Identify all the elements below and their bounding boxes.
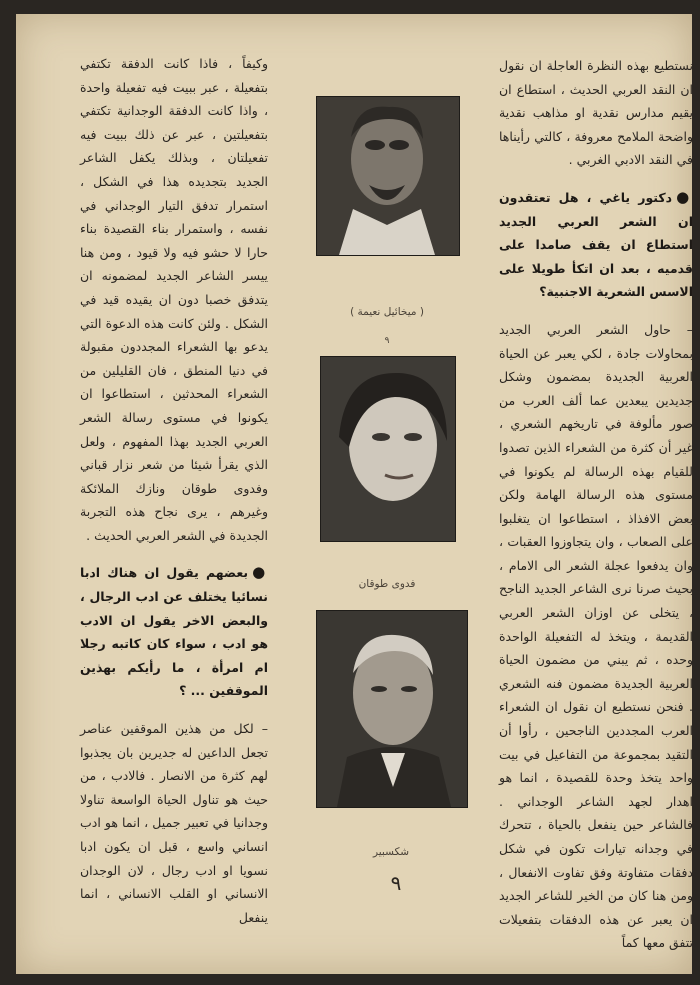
bullet-icon: ● [252,563,268,582]
question-2: ●بعضهم يقول ان هناك ادبا نسائيا يختلف عن ادب الرجال ، والبعض الاخر يقول ان الادب هو ادب ، سواء كان كاتبه رجلا ام امرأة ، ما رأيكم بهذين الموقفين ... ؟ [80,563,268,699]
shakespeare-portrait-image [317,97,459,255]
photo-fadwa-tuqan-portrait [320,356,456,542]
answer-2: – لكل من هذين الموقفين عناصر تجعل الداعين له جديرين بان يجذبوا لهم كثرة من الانصار . فالادب ، من حيث هو تناول الحياة الواسعة تناولا وجدانيا في تعبير جميل ، انما هو ادب انساني واسع ، قبل ان يكون ادبا نسويا او ادب رجال ، لان الوجدان الانساني او القلب الانساني ، انما ينفعل [80,721,268,925]
mikhail-naimy-portrait-image [317,611,467,807]
right-column [499,54,693,955]
caption-photo-2: فدوى طوقان [358,578,416,590]
intro-paragraph: نستطيع بهذه النظرة العاجلة ان نقول ان النقد العربي الحديث ، استطاع ان يقيم مدارس نقدية او مذاهب نقدية واضحة الملامح معروفة ، كالتي رأيناها في النقد الادبي الغربي . [499,58,693,168]
photo-mikhail-naimy-portrait [316,610,468,808]
caption-numeral: ٩ [384,336,390,346]
bullet-icon: ● [676,187,693,206]
continued-paragraph: وكيفاً ، فاذا كانت الدفقة تكتفي بتفعيلة ، عبر ببيت فيه تفعيلة واحدة ، واذا كانت الدفقة الوجدانية تكتفي بتفعيلتين ، عبر عن ذلك ببيت فيه تفعيلتان ، وبذلك يكفل الشاعر الجديد بتجديده هذا في الشكل ، استمرار تدفق التيار الوجداني في نفسه ، واستمرار بناء القصيدة بناء حارا لا حشو فيه ولا قيود ، ومن هنا ييسر الشاعر الجديد لمضمونه ان يتدفق خصبا دون ان يقيده قيد في الشكل . ولئن كانت هذه الدعوة التي يدعو بها الشعراء المجددون مقبولة في دنيا المنطق ، فان القليلين من الشعراء المحدثين ، استطاعوا ان يكونوا في مستوى رسالة الشعر العربي الجديد بهذا المفهوم ، ولعل الذي يقرأ شيئا من شعر نزار قباني وفدوى طوقان ونازك الملائكة وغيرهم ، يرى نجاح هذه التجربة الجديدة في الشعر العربي الحديث . [80,56,268,543]
magazine-page [16,14,692,974]
photo-shakespeare-portrait [316,96,460,256]
answer-1: – حاول الشعر العربي الجديد بمحاولات جادة ، لكي يعبر عن الحياة العربية الجديدة بمضمون وشكل جديدين يبعدين عما ألف العرب من صور مألوفة في تاريخهم الشعري ، غير أن كثرة من الشعراء الذين تصدوا للقيام بهذه الرسالة لم يكونوا في مستوى هذه الرسالة الهامة ولكن بعض الافذاذ ، استطاعوا ان يتغلبوا على الصعاب ، وان يتجاوزوا العقبات ، وان يدفعوا عجلة الشعر الى الامام ، بحيث صرنا نرى الشاعر الجديد الناجح ، يتخلى عن اوزان الشعر العربي القديمة ، ويتخذ له التفعيلة الواحدة وحده ، ثم يبني من مضمون الحياة العربية الجديدة مضمون فنه الشعري . فنحن نستطيع ان نقول ان الشعراء العرب المجددين الناجحين ، رأوا أن التقيد بمجموعة من التفاعيل في بيت واحد يتخذ وحدة للقصيدة ، انما هو اهدار لجهد الشاعر الوجداني . فالشاعر حين ينفعل بالحياة ، تتحرك في وجدانه تيارات تكون في شكل دفقات متفاوتة وفق تفاوت الانفعال ، ومن هنا كان من الخير للشاعر الجديد ان يعبر عن هذه الدفقات بتفعيلات تتفق معها كماً [499,321,693,951]
caption-photo-3: شكسبير [372,846,410,858]
left-column [80,52,268,929]
fadwa-tuqan-portrait-image [321,357,455,541]
question-1: ●دكتور ياغي ، هل تعتقدون ان الشعر العربي الجديد استطاع ان يقف صامدا على قدميه ، بعد ان اتكأ طويلا على الاسس الشعرية الاجنبية؟ [499,187,693,300]
caption-photo-1: ( ميخائيل نعيمة ) [350,306,424,318]
page-number: ٩ [390,871,402,895]
